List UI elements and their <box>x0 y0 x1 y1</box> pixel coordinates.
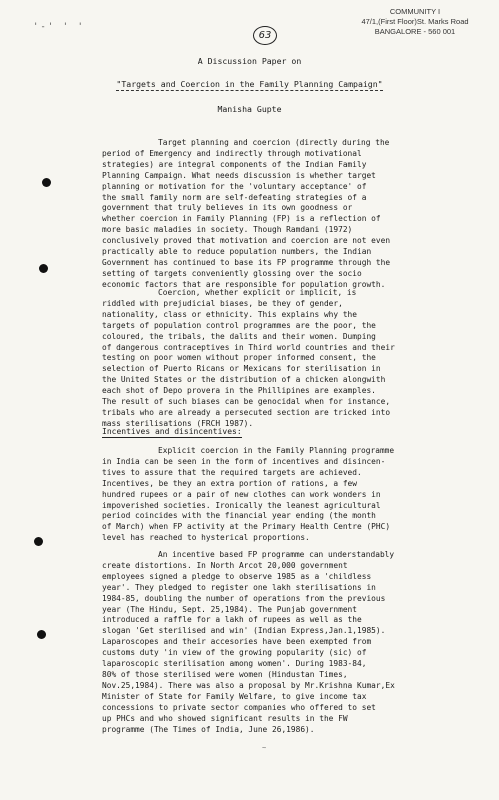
punch-hole-lower <box>37 630 46 639</box>
punch-hole-top <box>42 178 51 187</box>
doc-title: A Discussion Paper on <box>197 56 302 66</box>
punch-hole-middle <box>34 537 43 546</box>
pencil-scribble: ~ <box>262 744 267 752</box>
paragraph-3-text: Explicit coercion in the Family Planning programme in India can be seen in the form of incentives and disincen- tives to assure that the required targets are achieved. Incentives, be they an extra portion of rations, a few hundred rupees or a pair of new clothes can work wonders in impoverished societies. Ironically the leanest agricultural period coincides with the financial year ending (the month of March) when FP activity at the Primary Health Centre (PHC) level has reached to hysterical proportions. <box>102 446 395 543</box>
punch-hole-upper <box>39 264 48 273</box>
corner-marks: '-' ' ' <box>33 22 85 32</box>
paragraph-4 <box>102 550 470 735</box>
doc-subtitle-text: "Targets and Coercion in the Family Planning Campaign" <box>116 79 383 89</box>
stamp-line-1: COMMUNITY I <box>389 7 441 16</box>
paragraph-4-text: An incentive based FP programme can understandably create distortions. In North Arcot 20,000 government employees signed a pledge to observe 1985 as a 'childless year'. They pledged to register one lakh sterilisations in 1984-85, doubling the number of operations from the previous year (The Hindu, Sept. 25,1984). The Punjab government introduced a raffle for a lakh of rupees as well as the slogan 'Get sterilised and win' (Indian Express,Jan.1,1985). Laparoscopes and their accesories have been exempted from customs duty 'in view of the growing popularity (sic) of laparoscopic sterilisation among women'. During 1983-84, 80% of those sterilised were women (Hindustan Times, Nov.25,1984). There was also a proposal by Mr.Krishna Kumar,Ex Minister of State for Family Welfare, to give income tax concessions to private sector companies who offered to set up PHCs and who showed significant results in the FW programme (The Times of India, June 26,1986). <box>102 550 395 734</box>
stamp-line-2: 47/1,(First Floor)St. Marks Road <box>361 17 469 26</box>
stamp-line-3: BANGALORE - 560 001 <box>374 27 456 36</box>
paragraph-1-text: Target planning and coercion (directly during the period of Emergency and indirectly through motivational strategies) are integral components of the Indian Family Planning Campaign. What needs discussion is whether target planning or motivation for the 'voluntary acceptance' of the small family norm are self-defeating strategies of a government that truly believes in its own goodness or whether coercion in Family Planning (FP) is a reflection of more basic maladies in society. Though Ramdani (1972) conclusively proved that motivation and coercion are not even practically able to reduce population numbers, the Indian Government has continued to base its FP programme through the setting of targets conveniently glossing over the socio economic factors that are responsible for population growth. <box>102 138 391 289</box>
author-name: Manisha Gupte <box>217 104 282 114</box>
address-stamp <box>340 7 490 37</box>
paragraph-3 <box>102 446 470 544</box>
paragraph-2-text: Coercion, whether explicit or implicit, is riddled with prejudicial biases, be they of gender, nationality, class or ethnicity. This explains why the targets of population control programmes are the poor, the coloured, the tribals, the dalits and their women. Dumping of dangerous contraceptives in Third world countries and their testing on poor women without proper informed consent, the selection of Puerto Ricans or Mexicans for sterilisation in the United States or the distribution of a chicken alongwith each shot of Depo provera in the Phillipines are examples. The result of such biases can be genocidal when for instance, tribals who are already a persecuted section are tricked into mass sterilisations (FRCH 1987). <box>102 288 395 428</box>
paragraph-2 <box>102 288 470 430</box>
section-heading: Incentives and disincentives: <box>102 427 242 436</box>
doc-subtitle <box>0 79 499 89</box>
page-number: 63 <box>253 26 277 45</box>
paragraph-1 <box>102 138 470 291</box>
